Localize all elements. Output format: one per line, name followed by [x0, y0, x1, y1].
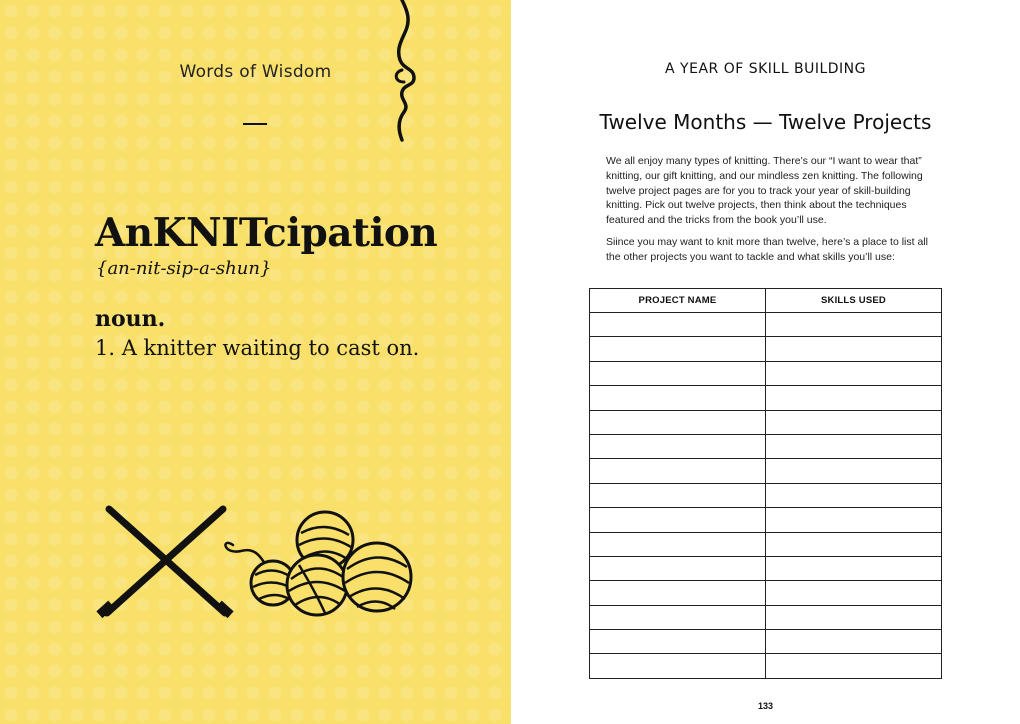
page-number: 133: [757, 701, 774, 711]
project-name-cell[interactable]: [590, 337, 766, 361]
skills-used-cell[interactable]: [766, 459, 942, 483]
project-name-cell[interactable]: [590, 459, 766, 483]
intro-paragraph-2: Siince you may want to knit more than twelve, here’s a place to list all the other projects you want to tackle and what skills you’ll use:: [606, 236, 928, 263]
table-header-row: [590, 289, 942, 313]
table-row: [590, 630, 942, 654]
skills-used-cell[interactable]: [766, 313, 942, 337]
skills-used-cell[interactable]: [766, 483, 942, 507]
table-row: [590, 483, 942, 507]
skills-used-cell[interactable]: [766, 630, 942, 654]
skills-used-cell[interactable]: [766, 532, 942, 556]
project-name-cell[interactable]: [590, 556, 766, 580]
table-row: [590, 532, 942, 556]
pronunciation: {an-nit-sip-a-shun}: [96, 258, 272, 279]
table-row: [590, 410, 942, 434]
table-row: [590, 361, 942, 385]
table-row: [590, 386, 942, 410]
projects-table: [589, 288, 942, 679]
table-body: [590, 313, 942, 679]
project-name-cell[interactable]: [590, 654, 766, 678]
table-row: [590, 459, 942, 483]
crossed-needles-icon: [96, 509, 233, 618]
definition-word: AnKNITcipation: [95, 210, 438, 256]
title-dash: [243, 123, 267, 125]
column-header-skills-used: SKILLS USED: [766, 289, 942, 313]
skills-used-cell[interactable]: [766, 410, 942, 434]
column-header-project-name: PROJECT NAME: [590, 289, 766, 313]
page-heading: Twelve Months — Twelve Projects: [599, 110, 932, 134]
project-name-cell[interactable]: [590, 361, 766, 385]
skills-used-cell[interactable]: [766, 581, 942, 605]
skills-used-cell[interactable]: [766, 386, 942, 410]
skills-used-cell[interactable]: [766, 556, 942, 580]
skills-used-cell[interactable]: [766, 361, 942, 385]
table-row: [590, 434, 942, 458]
definition-text: 1. A knitter waiting to cast on.: [95, 336, 420, 360]
project-name-cell[interactable]: [590, 386, 766, 410]
table-row: [590, 581, 942, 605]
project-name-cell[interactable]: [590, 605, 766, 629]
running-head: A YEAR OF SKILL BUILDING: [665, 61, 866, 77]
table-row: [590, 337, 942, 361]
project-name-cell[interactable]: [590, 313, 766, 337]
project-name-cell[interactable]: [590, 532, 766, 556]
squiggle-yarn-icon: [388, 0, 428, 150]
project-name-cell[interactable]: [590, 581, 766, 605]
intro-paragraph: We all enjoy many types of knitting. There’s our “I want to wear that” knitting, our gift knitting, and our mindless zen knitting. The following twelve project pages are for you to track your year of skill-building knitting. Pick out twelve projects, then think about the techniques featured and the tricks from the book you’ll use.: [606, 155, 923, 227]
skills-used-cell[interactable]: [766, 337, 942, 361]
skills-used-cell[interactable]: [766, 508, 942, 532]
part-of-speech: noun.: [95, 306, 166, 332]
project-name-cell[interactable]: [590, 410, 766, 434]
skills-used-cell[interactable]: [766, 654, 942, 678]
yarn-balls-icon: [251, 512, 411, 615]
project-name-cell[interactable]: [590, 483, 766, 507]
skills-used-cell[interactable]: [766, 605, 942, 629]
project-name-cell[interactable]: [590, 630, 766, 654]
knitting-illustration: [95, 495, 425, 625]
table-row: [590, 313, 942, 337]
table-row: [590, 605, 942, 629]
table-row: [590, 654, 942, 678]
section-label: Words of Wisdom: [179, 62, 332, 82]
project-name-cell[interactable]: [590, 508, 766, 532]
table-row: [590, 508, 942, 532]
table-row: [590, 556, 942, 580]
project-name-cell[interactable]: [590, 434, 766, 458]
skills-used-cell[interactable]: [766, 434, 942, 458]
